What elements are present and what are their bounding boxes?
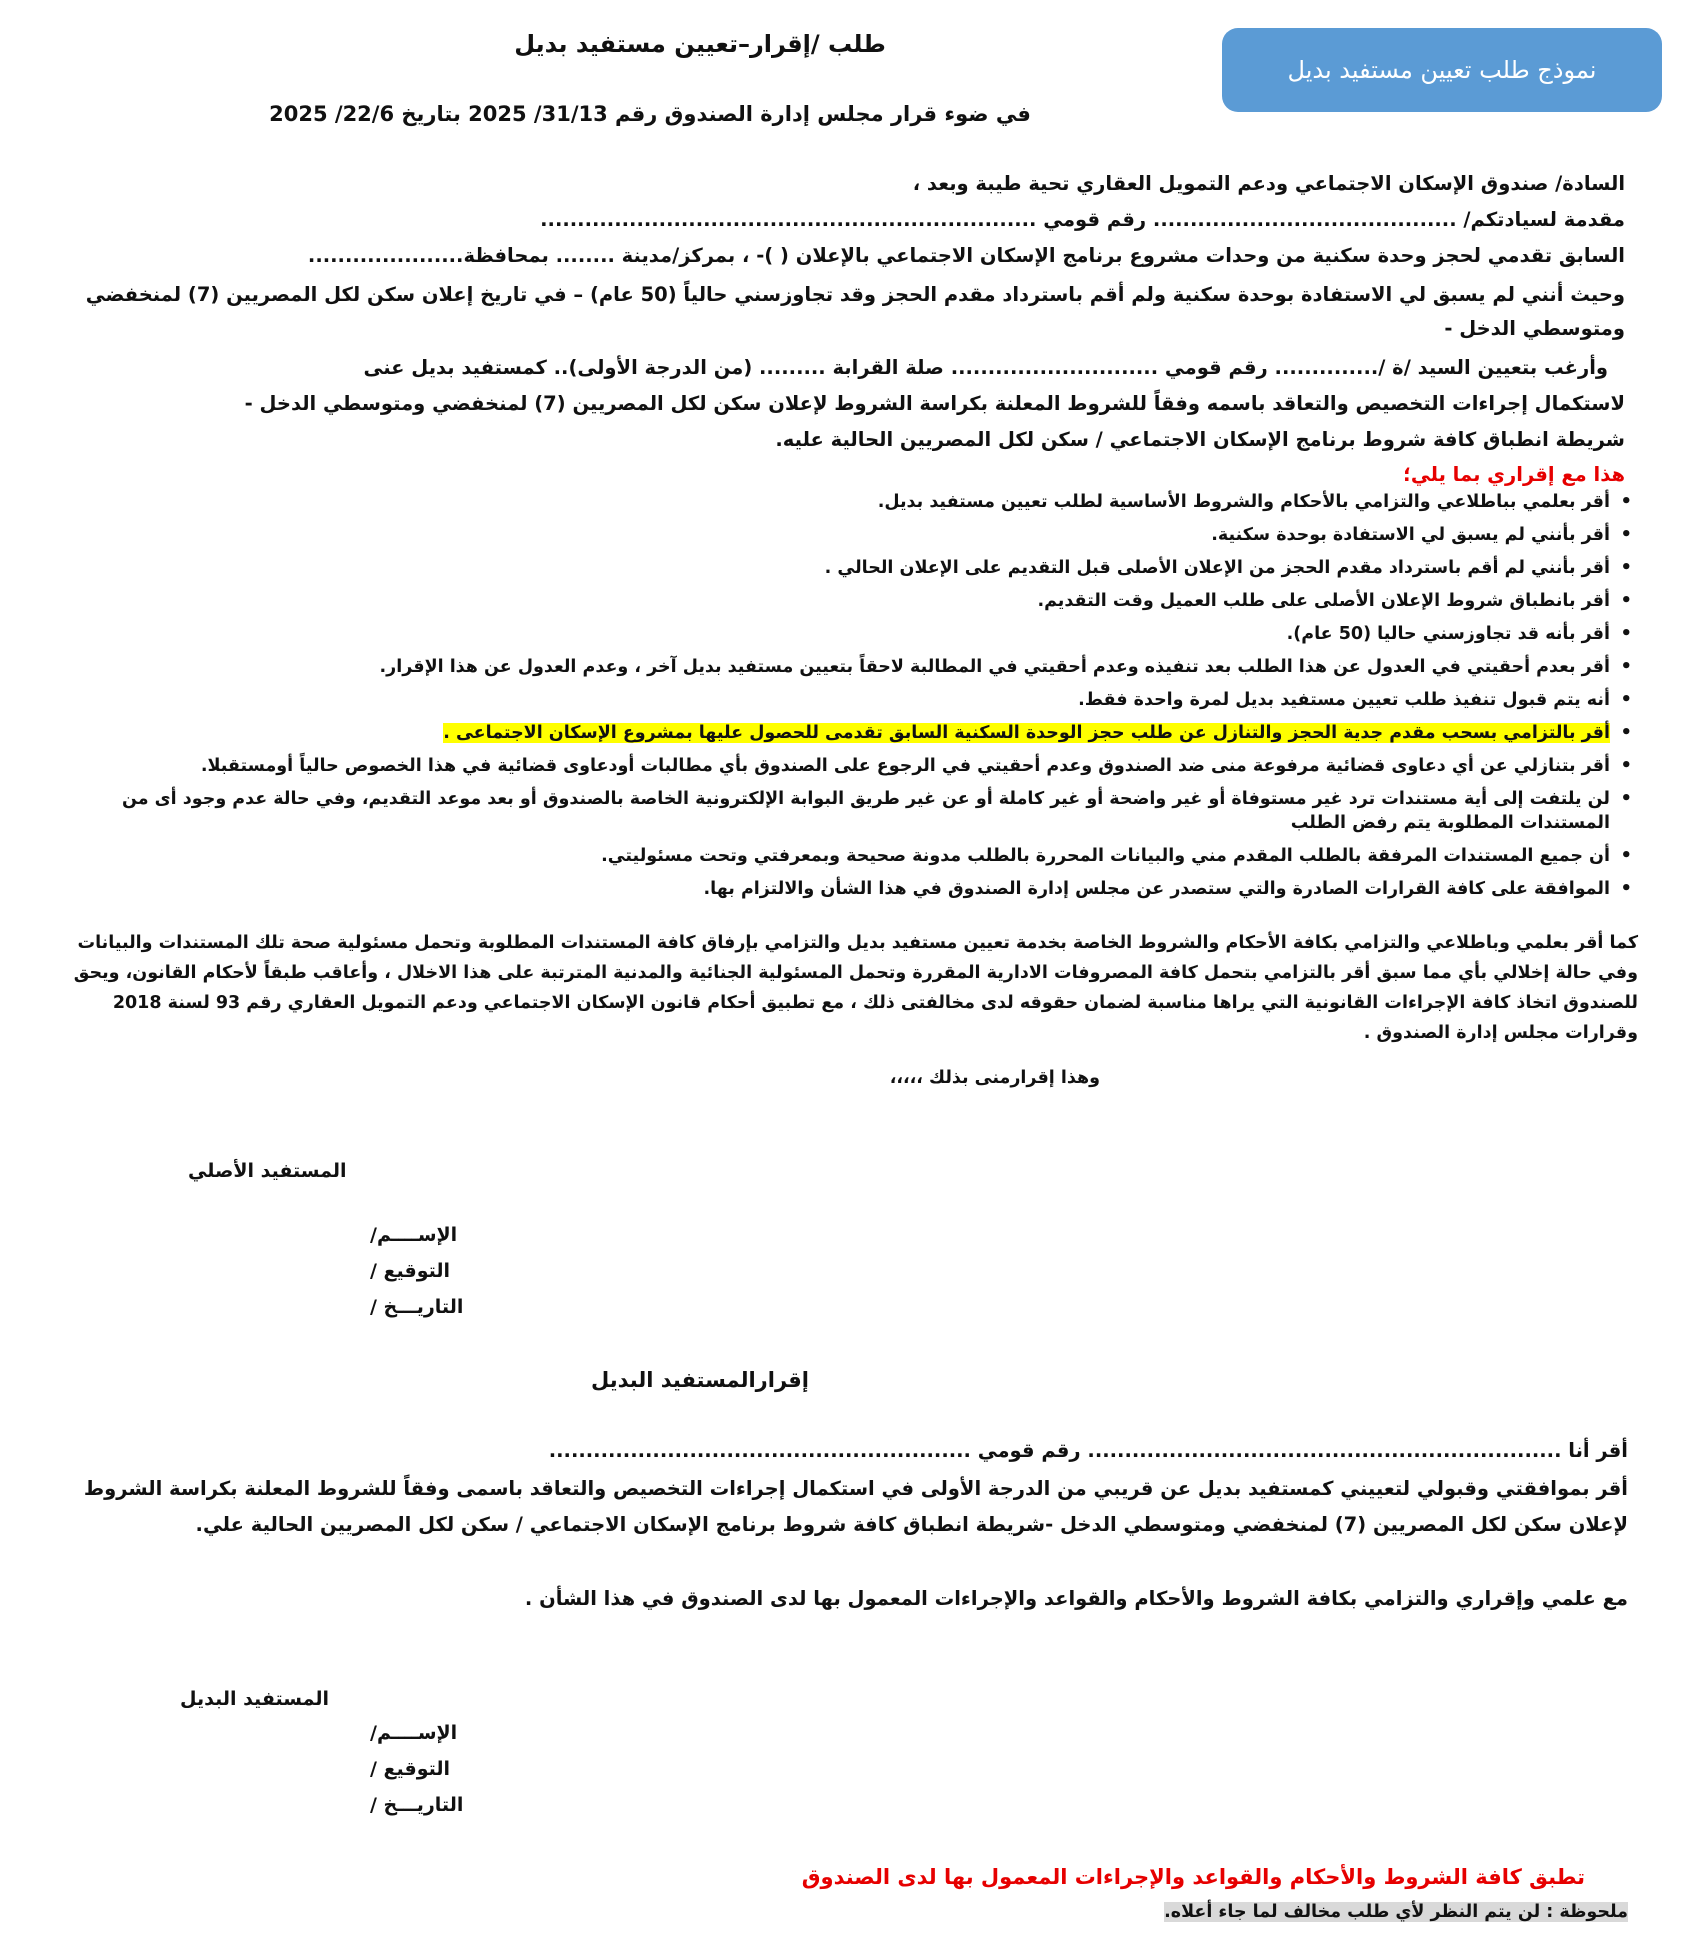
declaration-item: • أقر بأنه قد تجاوزسني حاليا (50 عام). [60,622,1632,646]
declaration-item: • الموافقة على كافة القرارات الصادرة والتي ستصدر عن مجلس إدارة الصندوق في هذا الشأن والالتزام بها. [60,877,1632,901]
substitute-date-field[interactable]: التاريـــخ / [370,1794,464,1816]
page-title: طلب /إقرار–تعيين مستفيد بديل [514,30,886,58]
page-subtitle: في ضوء قرار مجلس إدارة الصندوق رقم 31/13/ 2025 بتاريخ 22/6/ 2025 [269,102,1031,126]
intro-line-6: وأرغب بتعيين السيد /ة /.............. رقم قومي ............................ صلة القرابة ......... (من الدرجة الأولى).. كمستفيد بديل عنى [363,356,1608,379]
substitute-beneficiary-label: المستفيد البديل [180,1688,329,1710]
intro-line-4: وحيث أنني لم يسبق لي الاستفادة بوحدة سكنية ولم أقم باسترداد مقدم الحجز وقد تجاوزسني حالياً (50 عام) – في تاريخ إعلان سكن لكل المصريين (7) لمنخفضي [85,283,1625,306]
declaration-item: • أقر بتنازلي عن أي دعاوى قضائية مرفوعة منى ضد الصندوق وعدم أحقيتي في الرجوع على الصندوق بأي مطالبات أودعاوى قضائية في هذا الخصوص حالياً أومستقبلا. [60,754,1632,778]
declaration-item: • أن جميع المستندات المرفقة بالطلب المقدم مني والبيانات المحررة بالطلب مدونة صحيحة وبمعرفتي وتحت مسئوليتي. [60,844,1632,868]
declaration-item: • أنه يتم قبول تنفيذ طلب تعيين مستفيد بديل لمرة واحدة فقط. [60,688,1632,712]
intro-line-1: السادة/ صندوق الإسكان الاجتماعي ودعم التمويل العقاري تحية طيبة وبعد ، [912,172,1625,195]
declaration-item: • أقر بأنني لم أقم باسترداد مقدم الحجز من الإعلان الأصلى قبل التقديم على الإعلان الحالي . [60,556,1632,580]
closing-paragraph: كما أقر بعلمي وباطلاعي والتزامي بكافة الأحكام والشروط الخاصة بخدمة تعيين مستفيد بديل والتزامي بإرفاق كافة المستندات المطلوبة وتحمل مسئولية صحة تلك المستندات والبيانات وفي حالة إخلالي بأي مما سبق أقر بالتزامي بتحمل كافة المصروفات الادارية المقررة وتحمل المسئولية الجنائية والمدنية المترتبة على هذا الاخلال ، وأعاقب طبقاً لأحكام القانون، ويحق للصندوق اتخاذ كافة الإجراءات القانونية التي يراها مناسبة لضمان حقوقه لدى مخالفتى ذلك ، مع تطبيق أحكام قانون الإسكان الاجتماعي ودعم التمويل العقاري رقم 93 لسنة 2018 وقرارات مجلس إدارة الصندوق . [73,933,1638,1043]
intro-line-3: السابق تقدمي لحجز وحدة سكنية من وحدات مشروع برنامج الإسكان الاجتماعي بالإعلان ( )- ، بمركز/مدينة ........ بمحافظة..................... [307,244,1625,267]
original-date-field[interactable]: التاريـــخ / [370,1296,464,1318]
declarations-list [60,490,1632,910]
original-beneficiary-label: المستفيد الأصلي [188,1160,347,1182]
declaration-item-highlighted [60,721,1632,745]
substitute-line-2: أقر بموافقتي وقبولي لتعييني كمستفيد بديل عن قريبي من الدرجة الأولى في استكمال إجراءات التخصيص والتعاقد باسمى وفقاً للشروط المعلنة بكراسة الشروط [83,1477,1628,1500]
intro-line-2: مقدمة لسيادتكم/ ......................................... رقم قومي ................................................................... [540,208,1625,231]
declaration-item: • أقر بأنني لم يسبق لي الاستفادة بوحدة سكنية. [60,523,1632,547]
declaration-item: • أقر بعلمي بباطلاعي والتزامي بالأحكام والشروط الأساسية لطلب تعيين مستفيد بديل. [60,490,1632,514]
intro-line-7: لاستكمال إجراءات التخصيص والتعاقد باسمه وفقاً للشروط المعلنة بكراسة الشروط لإعلان سكن لكل المصريين (7) لمنخفضي ومتوسطي الدخل - [244,392,1625,415]
original-signature-field[interactable]: التوقيع / [370,1260,451,1282]
badge-label: نموذج طلب تعيين مستفيد بديل [1287,56,1597,84]
substitute-section-title: إقرارالمستفيد البديل [591,1368,809,1392]
highlighted-text: أقر بالتزامي بسحب مقدم جدية الحجز والتنازل عن طلب حجز الوحدة السكنية السابق تقدمى للحصول عليها بمشروع الإسكان الاجتماعى . [443,723,1610,743]
substitute-line-3: لإعلان سكن لكل المصريين (7) لمنخفضي ومتوسطي الدخل -شريطة انطباق كافة شروط برنامج الإسكان الاجتماعي / سكن لكل المصريين الحالية علي. [195,1513,1628,1536]
footer-note [1164,1897,1628,1927]
declaration-header: هذا مع إقراري بما يلي؛ [1403,463,1625,486]
substitute-signature-field[interactable]: التوقيع / [370,1758,451,1780]
declaration-item: • لن يلتفت إلى أية مستندات ترد غير مستوفاة أو غير واضحة أو غير كاملة أو عن غير طريق البوابة الإلكترونية الخاصة بالصندوق أو بعد موعد التقديم، وفي حالة عدم وجود أى من المستندات المطلوبة يتم رفض الطلب [60,787,1632,835]
original-name-field[interactable]: الإســــم/ [370,1224,458,1246]
intro-line-8: شريطة انطباق كافة شروط برنامج الإسكان الاجتماعي / سكن لكل المصريين الحالية عليه. [775,428,1625,451]
declaration-item: • أقر بانطباق شروط الإعلان الأصلى على طلب العميل وقت التقديم. [60,589,1632,613]
footer-note-text: ملحوظة : لن يتم النظر لأي طلب مخالف لما جاء أعلاه. [1164,1902,1628,1922]
footer-rule: تطبق كافة الشروط والأحكام والقواعد والإجراءات المعمول بها لدى الصندوق [801,1865,1585,1889]
substitute-name-field[interactable]: الإســــم/ [370,1722,458,1744]
substitute-line-1: أقر أنا ................................................................ رقم قومي ......................................................... [548,1439,1628,1462]
closing-line: وهذا إقرارمنى بذلك ،،،،، [889,1068,1100,1088]
declaration-item: • أقر بعدم أحقيتي في العدول عن هذا الطلب بعد تنفيذه وعدم أحقيتي في المطالبة لاحقاً بتعيين مستفيد بديل آخر ، وعدم العدول عن هذا الإقرار. [60,655,1632,679]
intro-line-5: ومتوسطي الدخل - [1444,317,1625,340]
substitute-line-4: مع علمي وإقراري والتزامي بكافة الشروط والأحكام والقواعد والإجراءات المعمول بها لدى الصندوق في هذا الشأن . [524,1587,1628,1610]
